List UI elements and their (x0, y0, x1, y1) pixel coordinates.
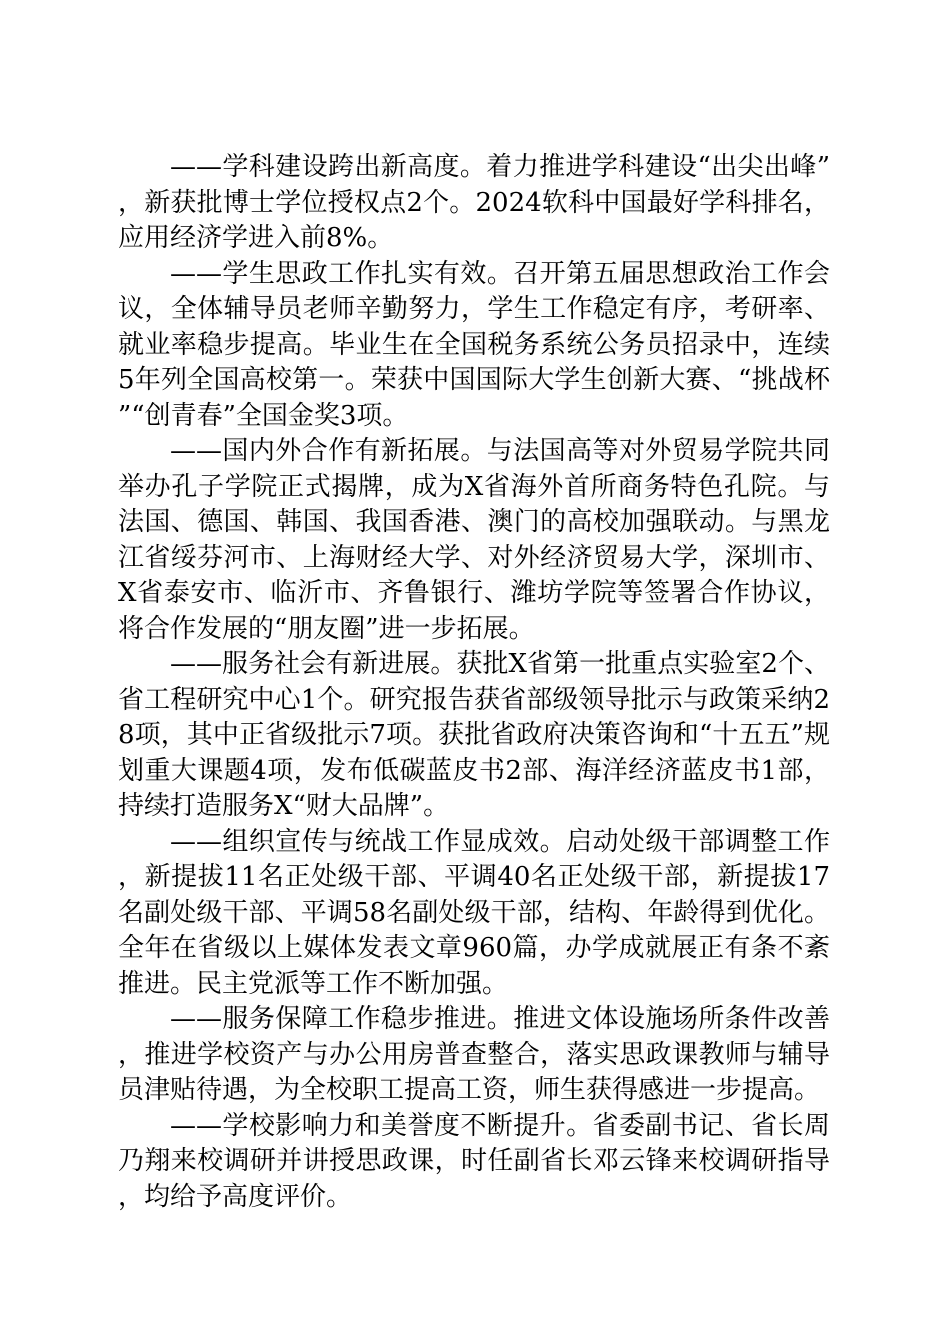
paragraph-student-ideological-work: ——学生思政工作扎实有效。召开第五届思想政治工作会议，全体辅导员老师辛勤努力，学生工作稳定有序，考研率、就业率稳步提高。毕业生在全国税务系统公务员招录中，连续5年列全国高校第一。荣获中国国际大学生创新大赛、“挑战杯”“创青春”全国金奖3项。 (118, 258, 830, 431)
document-body (118, 150, 830, 1215)
paragraph-school-influence: ——学校影响力和美誉度不断提升。省委副书记、省长周乃翔来校调研并讲授思政课，时任副省长邓云锋来校调研指导，均给予高度评价。 (118, 1110, 830, 1212)
paragraph-organization-publicity: ——组织宣传与统战工作显成效。启动处级干部调整工作，新提拔11名正处级干部、平调40名正处级干部，新提拔17名副处级干部、平调58名副处级干部，结构、年龄得到优化。全年在省级以上媒体发表文章960篇，办学成就展正有条不紊推进。民主党派等工作不断加强。 (118, 826, 830, 999)
paragraph-social-service: ——服务社会有新进展。获批X省第一批重点实验室2个、省工程研究中心1个。研究报告获省部级领导批示与政策采纳28项，其中正省级批示7项。获批省政府决策咨询和“十五五”规划重大课题4项，发布低碳蓝皮书2部、海洋经济蓝皮书1部，持续打造服务X“财大品牌”。 (118, 649, 830, 821)
paragraph-service-support: ——服务保障工作稳步推进。推进文体设施场所条件改善，推进学校资产与办公用房普查整合，落实思政课教师与辅导员津贴待遇，为全校职工提高工资，师生获得感进一步提高。 (118, 1004, 830, 1105)
paragraph-cooperation-expansion: ——国内外合作有新拓展。与法国高等对外贸易学院共同举办孔子学院正式揭牌，成为X省海外首所商务特色孔院。与法国、德国、韩国、我国香港、澳门的高校加强联动。与黑龙江省绥芬河市、上海财经大学、对外经济贸易大学，深圳市、X省泰安市、临沂市、齐鲁银行、潍坊学院等签署合作协议，将合作发展的“朋友圈”进一步拓展。 (118, 436, 830, 644)
paragraph-discipline-construction: ——学科建设跨出新高度。着力推进学科建设“出尖出峰”，新获批博士学位授权点2个。2024软科中国最好学科排名，应用经济学进入前8%。 (118, 152, 830, 253)
